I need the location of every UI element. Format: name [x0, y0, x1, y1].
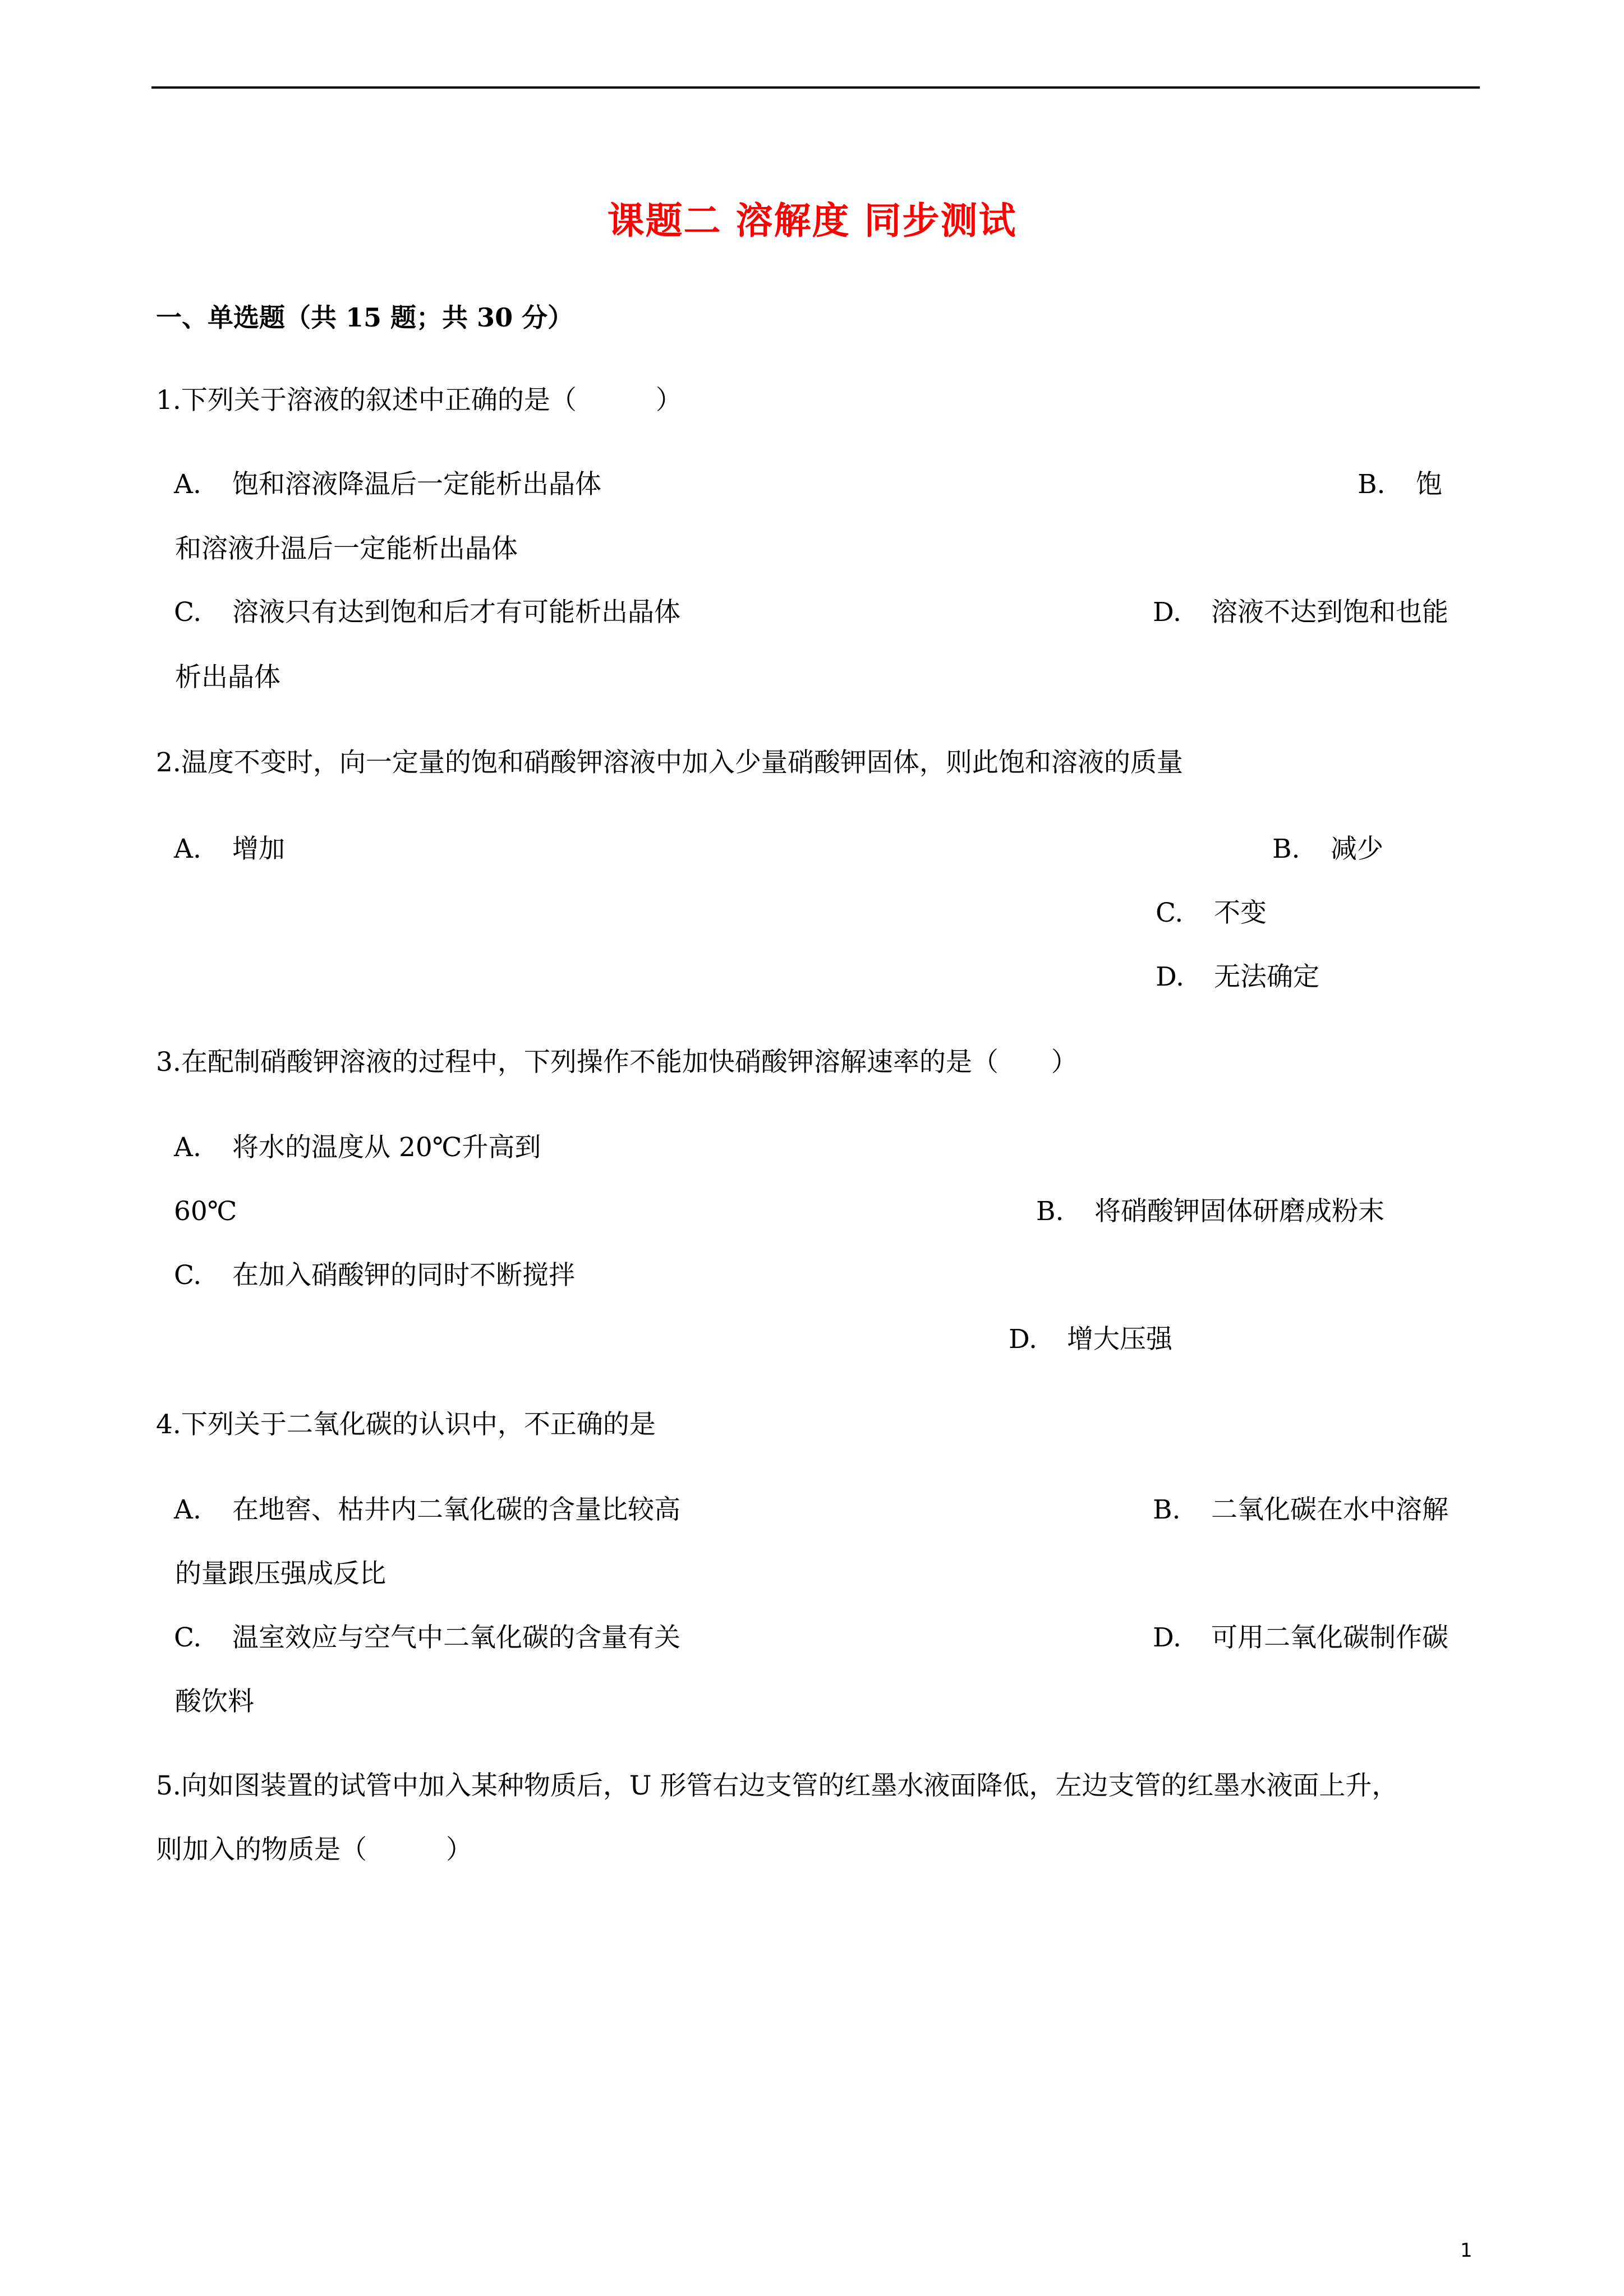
q4-option-b-continued: 的量跟压强成反比	[175, 1558, 386, 1589]
q3-option-c	[174, 1262, 575, 1289]
header-rule	[151, 86, 1480, 89]
option-letter: A.	[174, 1132, 201, 1163]
option-text: 将硝酸钾固体研磨成粉末	[1094, 1196, 1384, 1227]
q2-option-d	[1156, 961, 1319, 992]
q3-option-a-continued: 60℃	[174, 1196, 237, 1227]
question-4-stem: 4.下列关于二氧化碳的认识中，不正确的是	[156, 1409, 656, 1440]
option-text: 在加入硝酸钾的同时不断搅拌	[232, 1260, 575, 1291]
q1-option-b	[1358, 471, 1442, 498]
q3-option-b	[1036, 1198, 1384, 1225]
page-number: 1	[1460, 2239, 1473, 2262]
option-text: 可用二氧化碳制作碳	[1211, 1622, 1448, 1653]
option-letter: C.	[1156, 898, 1184, 928]
option-text: 二氧化碳在水中溶解	[1211, 1494, 1448, 1525]
option-text: 将水的温度从 20℃升高到	[232, 1132, 541, 1163]
question-2-stem: 2.温度不变时，向一定量的饱和硝酸钾溶液中加入少量硝酸钾固体，则此饱和溶液的质量	[156, 747, 1183, 778]
option-letter: B.	[1272, 834, 1300, 864]
section-heading: 一、单选题（共 15 题；共 30 分）	[156, 302, 574, 333]
question-1-stem: 1.下列关于溶液的叙述中正确的是（ ）	[156, 385, 682, 416]
option-text: 无法确定	[1214, 961, 1319, 992]
q3-option-a	[174, 1134, 541, 1161]
option-text: 在地窖、枯井内二氧化碳的含量比较高	[232, 1494, 680, 1525]
option-text: 增大压强	[1067, 1324, 1172, 1355]
option-letter: A.	[174, 469, 201, 500]
option-text: 溶液只有达到饱和后才有可能析出晶体	[232, 597, 680, 628]
question-5-stem-continued: 则加入的物质是（ ）	[156, 1834, 472, 1865]
q3-option-d	[1009, 1324, 1172, 1355]
option-letter: A.	[174, 834, 201, 864]
option-letter: D.	[1009, 1324, 1037, 1355]
q1-option-a	[174, 471, 601, 498]
option-letter: C.	[174, 1622, 202, 1653]
option-letter: B.	[1358, 469, 1386, 500]
q4-option-b	[1153, 1494, 1448, 1525]
q4-option-c	[174, 1622, 680, 1653]
option-letter: D.	[1153, 1622, 1181, 1653]
option-text: 饱和溶液降温后一定能析出晶体	[232, 469, 601, 500]
q4-option-d	[1153, 1622, 1448, 1653]
option-letter: B.	[1036, 1196, 1064, 1227]
option-text: 饱	[1416, 469, 1442, 500]
q1-option-d	[1153, 597, 1448, 628]
option-text: 减少	[1331, 834, 1383, 864]
option-text: 不变	[1214, 898, 1267, 928]
q1-option-d-continued: 析出晶体	[175, 662, 280, 693]
option-text: 增加	[232, 834, 285, 864]
option-letter: D.	[1156, 961, 1184, 992]
q1-option-b-continued: 和溶液升温后一定能析出晶体	[175, 533, 518, 564]
option-text: 温室效应与空气中二氧化碳的含量有关	[232, 1622, 680, 1653]
q2-option-a	[174, 836, 285, 862]
q4-option-a	[174, 1494, 680, 1525]
page-title: 课题二 溶解度 同步测试	[607, 199, 1017, 242]
option-letter: C.	[174, 597, 202, 628]
option-letter: B.	[1153, 1494, 1181, 1525]
option-letter: A.	[174, 1494, 201, 1525]
question-5-stem: 5.向如图装置的试管中加入某种物质后，U 形管右边支管的红墨水液面降低，左边支管的红墨水液面上升，	[156, 1770, 1398, 1801]
q4-option-d-continued: 酸饮料	[175, 1686, 254, 1717]
q2-option-c	[1156, 900, 1267, 926]
option-letter: D.	[1153, 597, 1181, 628]
q1-option-c	[174, 597, 680, 628]
option-text: 溶液不达到饱和也能	[1211, 597, 1448, 628]
q2-option-b	[1272, 836, 1383, 862]
option-letter: C.	[174, 1260, 202, 1291]
question-3-stem: 3.在配制硝酸钾溶液的过程中，下列操作不能加快硝酸钾溶解速率的是（ ）	[156, 1047, 1078, 1078]
